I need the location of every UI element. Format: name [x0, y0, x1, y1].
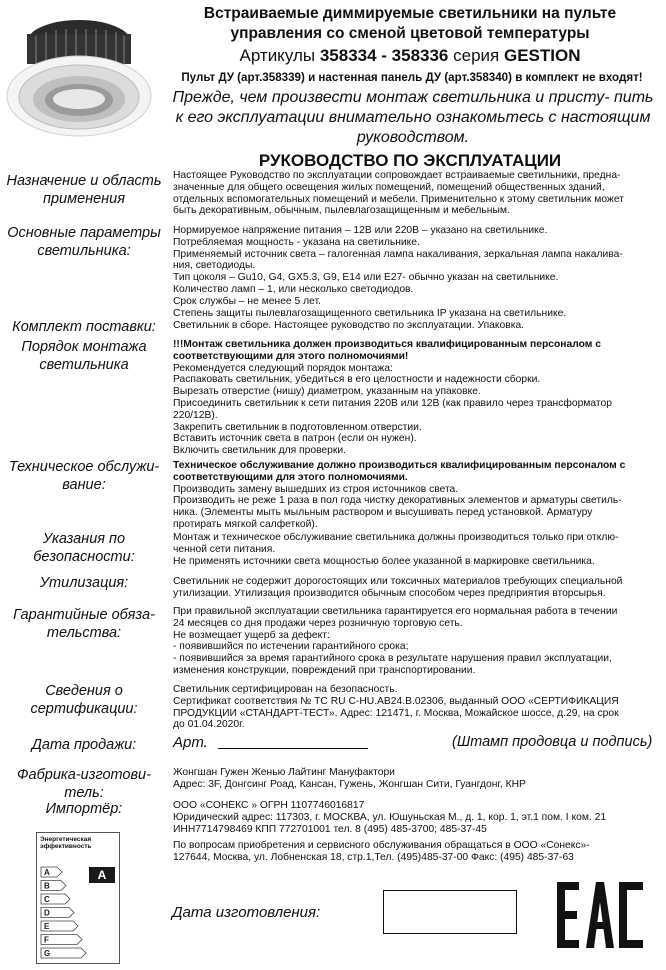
importer-text: ООО «СОНЕКС » ОГРН 1107746016817 Юридический адрес: 117303, г. МОСКВА, ул. Юшуньская М., д. 1, кор. 1, эт.1 пом. I ком. 21 ИНН7714798469 КПП 772701001 тел. 8 (495) 485-3700; 485-37-45: [173, 800, 607, 835]
sale-date-label: Дата продажи:: [31, 737, 137, 753]
params-text: Нормируемое напряжение питания – 12В или 220В – указано на светильнике. Потребляемая мощность - указана на светильнике. Применяемый источник света – галогенная лампа накаливания, зеркальная лампа накалива- ния, светодиоды. Тип цоколя – Gu10, G4, GX5.3, G9, E14 или E27- обычно указан на светильнике. Количество ламп – 1, или несколько светодиодов. Срок службы – не менее 5 лет. Степень защиты пылевлагозащищенного светильника IP указана на светильнике.: [173, 225, 623, 319]
importer-label: Импортёр:: [45, 801, 123, 817]
safety-label: Указания по безопасности:: [33, 531, 135, 565]
svg-text:D: D: [44, 908, 50, 918]
energy-label-title: Энергетическая эффективность: [40, 836, 92, 850]
kit-text: Светильник в сборе. Настоящее руководство по эксплуатации. Упаковка.: [173, 320, 525, 331]
svg-text:F: F: [44, 935, 49, 945]
remote-control-note: Пульт ДУ (арт.358339) и настенная панель ДУ (арт.358340) в комплект не входят!: [181, 71, 643, 84]
purpose-text: Настоящее Руководство по эксплуатации сопровождает встраиваемые светильники, предна- значенные для общего освещения жилых помещений, помещений общественных зданий, отдельных вспомогательных помещений и мебели. Применительно к этому светильник может быть декоративным, обычным, пылевлагозащищенным и мебельным.: [173, 170, 624, 217]
energy-class-a: [41, 867, 62, 877]
manufacturer-label: Фабрика-изготови- тель:: [17, 767, 151, 801]
manufacture-date-box: [383, 890, 517, 934]
manufacture-date-label: Дата изготовления:: [172, 904, 321, 921]
energy-class-b: [41, 881, 66, 891]
disposal-label: Утилизация:: [39, 575, 129, 591]
install-text: !!!Монтаж светильника должен производиться квалифицированным персоналом с соответствующими для этого полномочиями! Рекомендуется следующий порядок монтажа: Распаковать светильник, убедиться в его целостности и надежности сборки. Вырезать отверстие (нишу) диаметром, указанным на упаковке. Присоединить светильник к сети питания 220В или 12В (как правило через трансформатор 220/12В). Закрепить светильник в подготовленном отверстии. Вставить источник света в патрон (если он нужен). Включить светильник для проверки.: [173, 339, 612, 457]
purpose-label: Назначение и область применения: [6, 173, 162, 207]
kit-label: Комплект поставки:: [12, 319, 156, 335]
certification-text: Светильник сертифицирован на безопасность. Сертификат соответствия № ТС RU С-HU.АВ24.В.02306, выданный ООО «СЕРТИФИКАЦИЯ ПРОДУКЦИИ «СТАНДАРТ-ТЕСТ». Адрес: 121471, г. Москва, Можайское шоссе, д.29, на срок до 01.04.2020г.: [173, 684, 619, 731]
sale-article-line: [218, 748, 368, 749]
intro-warning: Прежде, чем произвести монтаж светильника и присту- пить к его эксплуатации внимательно ознакомьтесь с настоящим руководством.: [172, 89, 654, 146]
downlight-product-image: [4, 4, 154, 154]
energy-class-f: [41, 935, 82, 945]
warranty-label: Гарантийные обяза- тельства:: [13, 607, 155, 641]
svg-text:C: C: [44, 895, 50, 904]
document-title: Встраиваемые диммируемые светильники на пульте управления со сменой цветовой температуры: [203, 5, 617, 42]
eac-conformity-mark: [555, 880, 645, 950]
sale-article-label: Арт.: [173, 734, 208, 751]
energy-class-scale: [37, 833, 119, 963]
manual-title: РУКОВОДСТВО ПО ЭКСПЛУАТАЦИИ: [258, 151, 562, 170]
svg-text:B: B: [44, 881, 50, 891]
service-text: Техническое обслуживание должно производиться квалифицированным персоналом с соответствующими для этого полномочиями. Производить замену вышедших из строя источников света. Производить не реже 1 раза в пол года чистку декоративных элементов и арматуры светиль- ника. (Элементы мыть мыльным раствором и высушивать перед установкой. Арматуру протирать мягкой салфеткой).: [173, 460, 626, 530]
safety-text: Монтаж и техническое обслуживание светильника должны производиться только при отклю- ченной сети питания. Не применять источники света мощностью более указанной в маркировке светильника.: [173, 532, 619, 567]
service-label: Техническое обслужи- вание:: [8, 459, 160, 493]
energy-class-d: [41, 908, 74, 918]
contact-text: По вопросам приобретения и сервисного обслуживания обращаться в ООО «Сонекс»- 127644, Москва, ул. Лобненская 18, стр.1,Тел. (495)485-37-00 Факс: (495) 485-37-63: [173, 840, 590, 863]
manufacturer-text: Жонгшан Гужен Женью Лайтинг Мануфактори Адрес: 3F, Донгсинг Роад, Кансан, Гужень, Жонгшан Сити, Гуангдонг, КНР: [173, 767, 526, 790]
certification-label: Сведения о сертификации:: [30, 683, 138, 717]
energy-efficiency-label: [36, 832, 120, 964]
svg-text:G: G: [44, 949, 51, 958]
energy-class-g: [41, 948, 86, 958]
seller-stamp-label: (Штамп продовца и подпись): [452, 734, 653, 750]
energy-rating-badge: A: [89, 867, 115, 883]
params-label: Основные параметры светильника:: [7, 225, 161, 259]
energy-class-c: [41, 894, 70, 904]
energy-class-e: [41, 921, 78, 931]
disposal-text: Светильник не содержит дорогостоящих или токсичных материалов требующих специальной утилизации. Утилизация производится обычным способом через предприятия вторсырья.: [173, 576, 623, 599]
svg-text:E: E: [44, 922, 50, 931]
warranty-text: При правильной эксплуатации светильника гарантируется его нормальная работа в течении 24 месяцев со дня продажи через розничную торговую сеть. Не возмещает ущерб за дефект: - появившийся по истечении гарантийного срока; - появившийся за время гарантийного срока в результате нарушения правил эксплуатации, изменения конструкции, повреждений при транспортировании.: [173, 606, 618, 676]
svg-text:A: A: [44, 868, 50, 877]
install-label: Порядок монтажа светильника: [21, 339, 147, 373]
article-numbers: Артикулы 358334 - 358336 серия GESTION: [239, 46, 581, 65]
